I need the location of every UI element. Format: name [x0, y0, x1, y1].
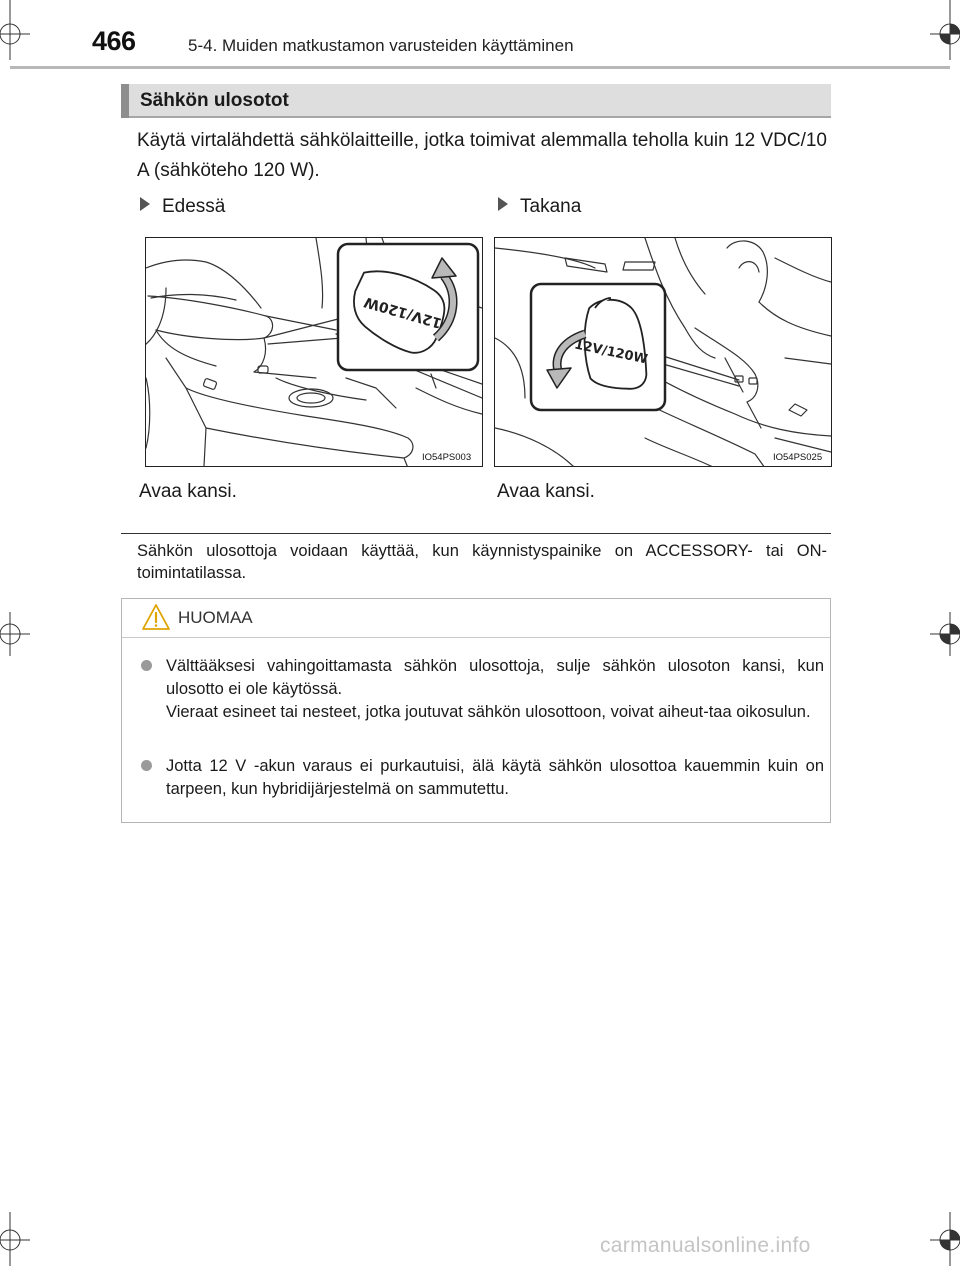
rear-caption: Avaa kansi.: [497, 481, 595, 502]
crop-mark-top-left: [0, 0, 40, 60]
bullet-icon: [141, 660, 152, 671]
section-heading-accent: [121, 84, 129, 118]
intro-text: Käytä virtalähdettä sähkölaitteille, jotka toimivat alemmalla teholla kuin 12 VDC/10 A (sähköteho 120 W).: [137, 130, 827, 181]
bullet-icon: [141, 760, 152, 771]
chapter-title: 5-4. Muiden matkustamon varusteiden käyttäminen: [188, 36, 574, 55]
crop-mark-mid-left: [0, 612, 40, 656]
caution-header-rule: [122, 637, 830, 638]
crop-mark-top-right: [920, 0, 960, 60]
front-outlet-illustration: [145, 237, 483, 467]
front-outlet-label-text: Edessä: [162, 196, 226, 217]
section-title: Sähkön ulosotot: [140, 90, 289, 111]
rear-outlet-illustration: [494, 237, 832, 467]
caution-item-1-text: Välttääksesi vahingoittamasta sähkön ulosottoja, sulje sähkön ulosoton kansi, kun ulosotto ei ole käytössä.: [166, 657, 824, 698]
caution-item-1-detail: Vieraat esineet tai nesteet, jotka joutuvat sähkön ulosottoon, voivat aiheut-taa oikosulun.: [166, 703, 811, 721]
crop-mark-bottom-right: [920, 1212, 960, 1266]
triangle-marker-icon: [498, 197, 508, 211]
triangle-marker-icon: [140, 197, 150, 211]
rear-figure-code: IO54PS025: [773, 452, 823, 463]
watermark: carmanualsonline.info: [600, 1234, 811, 1257]
front-console-drawing: [146, 238, 483, 467]
section-rule: [121, 533, 831, 534]
front-outlet-label: [140, 196, 225, 218]
caution-title: HUOMAA: [178, 608, 253, 627]
crop-mark-bottom-left: [0, 1212, 40, 1266]
front-cap-label: 12V/120W: [362, 293, 444, 331]
header-rule: [10, 66, 950, 69]
page-number: 466: [92, 26, 136, 56]
rear-console-drawing: [495, 238, 832, 467]
usage-note: Sähkön ulosottoja voidaan käyttää, kun käynnistyspainike on ACCESSORY- tai ON-toimintatilassa.: [137, 542, 827, 582]
front-figure-code: IO54PS003: [422, 452, 472, 463]
crop-mark-mid-right: [920, 612, 960, 656]
front-caption: Avaa kansi.: [139, 481, 237, 502]
warning-triangle-icon: [141, 603, 171, 631]
rear-outlet-label: [498, 196, 581, 218]
caution-item-2-text: Jotta 12 V -akun varaus ei purkautuisi, älä käytä sähkön ulosottoa kauemmin kuin on tarpeen, kun hybridijärjestelmä on sammutettu.: [166, 757, 824, 798]
rear-outlet-label-text: Takana: [520, 196, 582, 217]
rear-cap-label: 12V/120W: [572, 337, 649, 368]
